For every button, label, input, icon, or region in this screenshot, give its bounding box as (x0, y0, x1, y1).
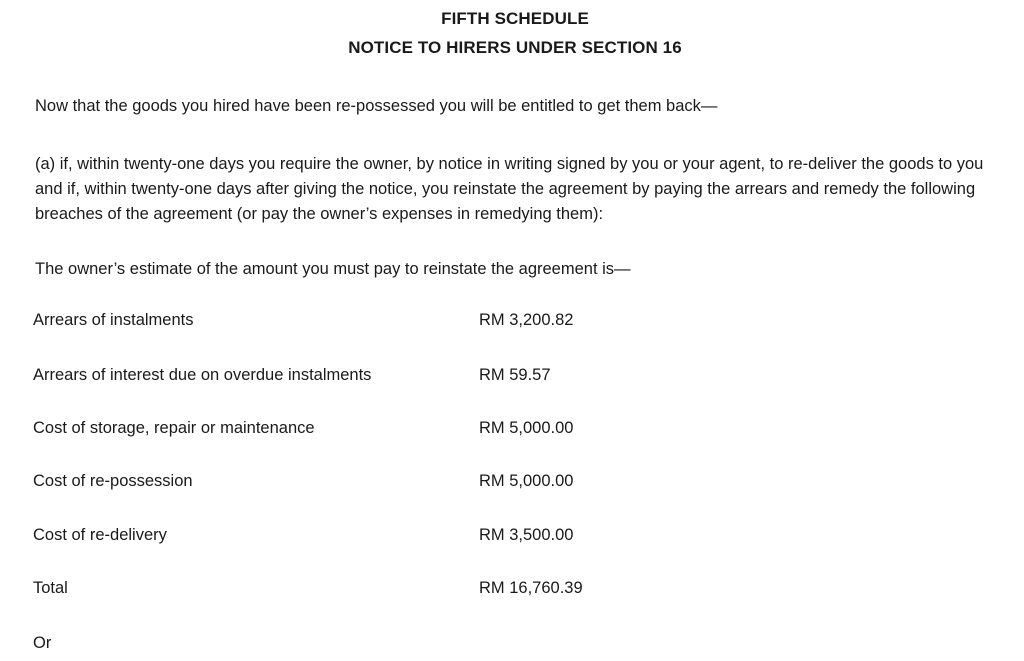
item-label-arrears-interest: Arrears of interest due on overdue instalments (33, 366, 372, 384)
item-amount-arrears-instalments: RM 3,200.82 (479, 311, 574, 329)
or-text: Or (33, 634, 52, 652)
item-amount-repossession-cost: RM 5,000.00 (479, 472, 574, 490)
item-label-arrears-instalments: Arrears of instalments (33, 311, 194, 329)
item-amount-redelivery-cost: RM 3,500.00 (479, 526, 574, 544)
item-label-total: Total (33, 579, 68, 597)
item-amount-total: RM 16,760.39 (479, 579, 583, 597)
schedule-title: FIFTH SCHEDULE (441, 9, 589, 28)
item-label-storage-cost: Cost of storage, repair or maintenance (33, 419, 315, 437)
item-amount-arrears-interest: RM 59.57 (479, 366, 551, 384)
item-label-repossession-cost: Cost of re-possession (33, 472, 193, 490)
item-amount-storage-cost: RM 5,000.00 (479, 419, 574, 437)
clause-a-paragraph: (a) if, within twenty-one days you require the owner, by notice in writing signed by you or your agent, to re-deliver the goods to you and if, within twenty-one days after giving the notice, you reinstate the agreement by paying the arrears and remedy the following breaches of the agreement (or pay the owner’s expenses in remedying them): (35, 155, 984, 223)
item-label-redelivery-cost: Cost of re-delivery (33, 526, 167, 544)
notice-heading: NOTICE TO HIRERS UNDER SECTION 16 (348, 38, 682, 57)
estimate-intro: The owner’s estimate of the amount you must pay to reinstate the agreement is— (35, 260, 631, 278)
intro-paragraph: Now that the goods you hired have been re-possessed you will be entitled to get them back— (35, 97, 718, 115)
